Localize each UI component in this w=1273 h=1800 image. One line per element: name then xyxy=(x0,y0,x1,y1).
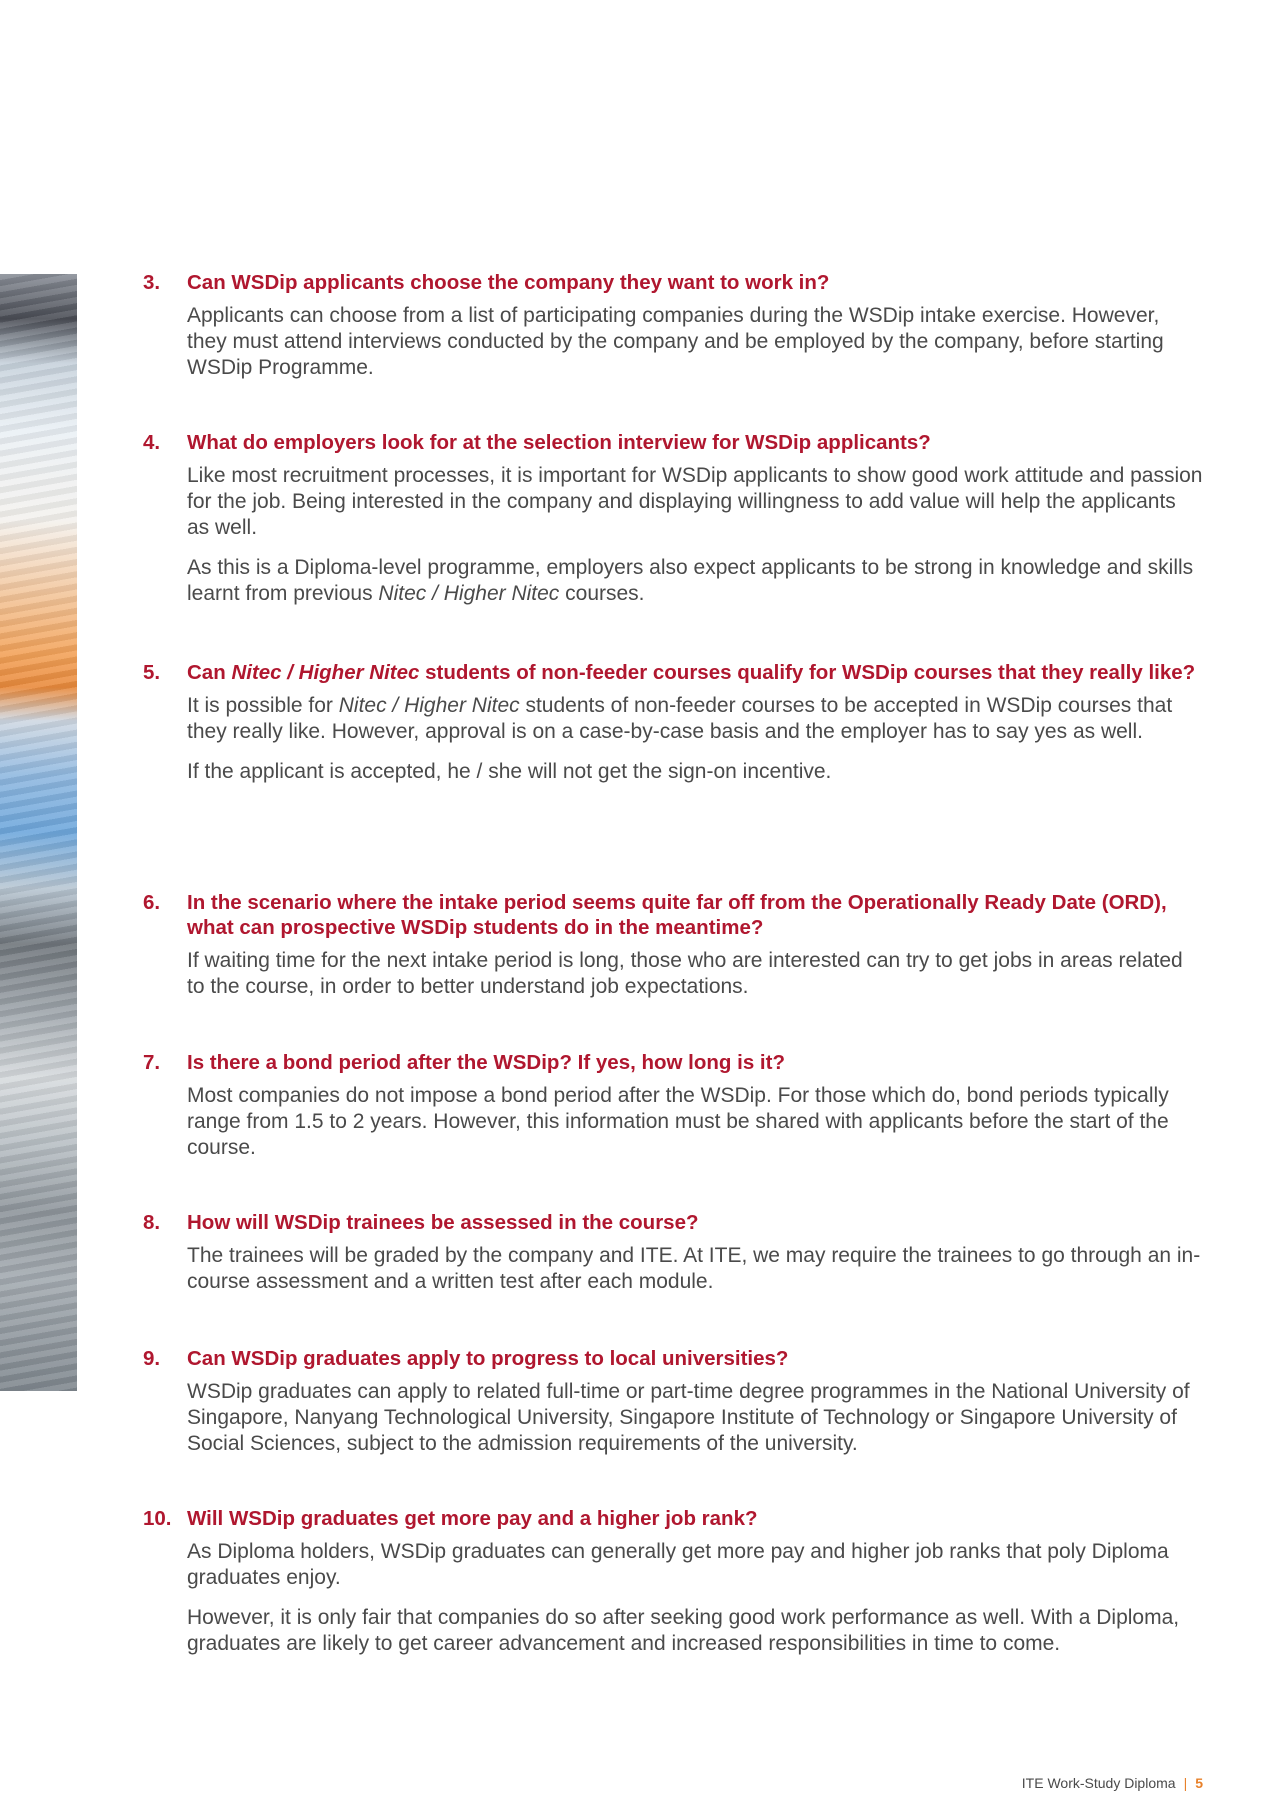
question-number: 4. xyxy=(143,431,161,454)
question-text: Can Nitec / Higher Nitec students of non-feeder courses qualify for WSDip courses that they really like? xyxy=(187,661,1196,684)
question-text: Will WSDip graduates get more pay and a higher job rank? xyxy=(187,1507,758,1530)
question-text: Can WSDip graduates apply to progress to local universities? xyxy=(187,1347,789,1370)
answer-text: If the applicant is accepted, he / she will not get the sign-on incentive. xyxy=(187,760,832,783)
faq-item-8 xyxy=(143,1210,1203,1309)
side-photo xyxy=(0,274,77,1391)
question-number: 6. xyxy=(143,891,161,914)
question-text: Can WSDip applicants choose the company they want to work in? xyxy=(187,271,830,294)
answer-text: Like most recruitment processes, it is important for WSDip applicants to show good work attitude and passion for the job. Being interested in the company and displaying willingness to add value will help the applicants as well. xyxy=(187,464,1203,539)
question-number: 7. xyxy=(143,1051,161,1074)
page-number: 5 xyxy=(1195,1775,1203,1791)
question-number: 9. xyxy=(143,1347,161,1370)
faq-item-9 xyxy=(143,1346,1203,1471)
answer-text: As this is a Diploma-level programme, employers also expect applicants to be strong in knowledge and skills learnt from previous Nitec / Higher Nitec courses. xyxy=(187,556,1194,605)
answer-text: Most companies do not impose a bond period after the WSDip. For those which do, bond periods typically range from 1.5 to 2 years. However, this information must be shared with applicants before the start of the course. xyxy=(187,1084,1169,1159)
faq-item-6 xyxy=(143,890,1203,1014)
faq-item-7 xyxy=(143,1050,1203,1175)
faq-item-5 xyxy=(143,660,1203,799)
answer-text: As Diploma holders, WSDip graduates can generally get more pay and higher job ranks that poly Diploma graduates enjoy. xyxy=(187,1540,1169,1589)
answer-text: If waiting time for the next intake period is long, those who are interested can try to get jobs in areas related to the course, in order to better understand job expectations. xyxy=(187,949,1183,998)
question-number: 5. xyxy=(143,661,161,684)
question-number: 10. xyxy=(143,1507,172,1530)
faq-item-3 xyxy=(143,270,1203,395)
footer-separator: | xyxy=(1183,1775,1188,1791)
answer-text: It is possible for Nitec / Higher Nitec students of non-feeder courses to be accepted in WSDip courses that they really like. However, approval is on a case-by-case basis and the employer has to say yes as well. xyxy=(187,694,1173,743)
question-text: What do employers look for at the selection interview for WSDip applicants? xyxy=(187,431,931,454)
question-number: 3. xyxy=(143,271,161,294)
question-text: In the scenario where the intake period seems quite far off from the Operationally Ready Date (ORD), what can prospective WSDip students do in the meantime? xyxy=(187,891,1167,939)
answer-text: However, it is only fair that companies do so after seeking good work performance as well. With a Diploma, graduates are likely to get career advancement and increased responsibilities in time to come. xyxy=(187,1606,1180,1655)
question-text: How will WSDip trainees be assessed in the course? xyxy=(187,1211,699,1234)
question-number: 8. xyxy=(143,1211,161,1234)
footer-title: ITE Work-Study Diploma xyxy=(1021,1775,1176,1791)
answer-text: Applicants can choose from a list of participating companies during the WSDip intake exercise. However, they must attend interviews conducted by the company and be employed by the company, before starting WSDip Programme. xyxy=(187,304,1164,379)
question-text: Is there a bond period after the WSDip? If yes, how long is it? xyxy=(187,1051,785,1074)
faq-item-4 xyxy=(143,430,1203,621)
answer-text: WSDip graduates can apply to related full-time or part-time degree programmes in the National University of Singapore, Nanyang Technological University, Singapore Institute of Technology or Singapore University of Social Sciences, subject to the admission requirements of the university. xyxy=(187,1380,1190,1455)
answer-text: The trainees will be graded by the company and ITE. At ITE, we may require the trainees to go through an in-course assessment and a written test after each module. xyxy=(187,1244,1201,1293)
faq-item-10 xyxy=(143,1506,1203,1671)
page-footer xyxy=(1022,1775,1203,1791)
